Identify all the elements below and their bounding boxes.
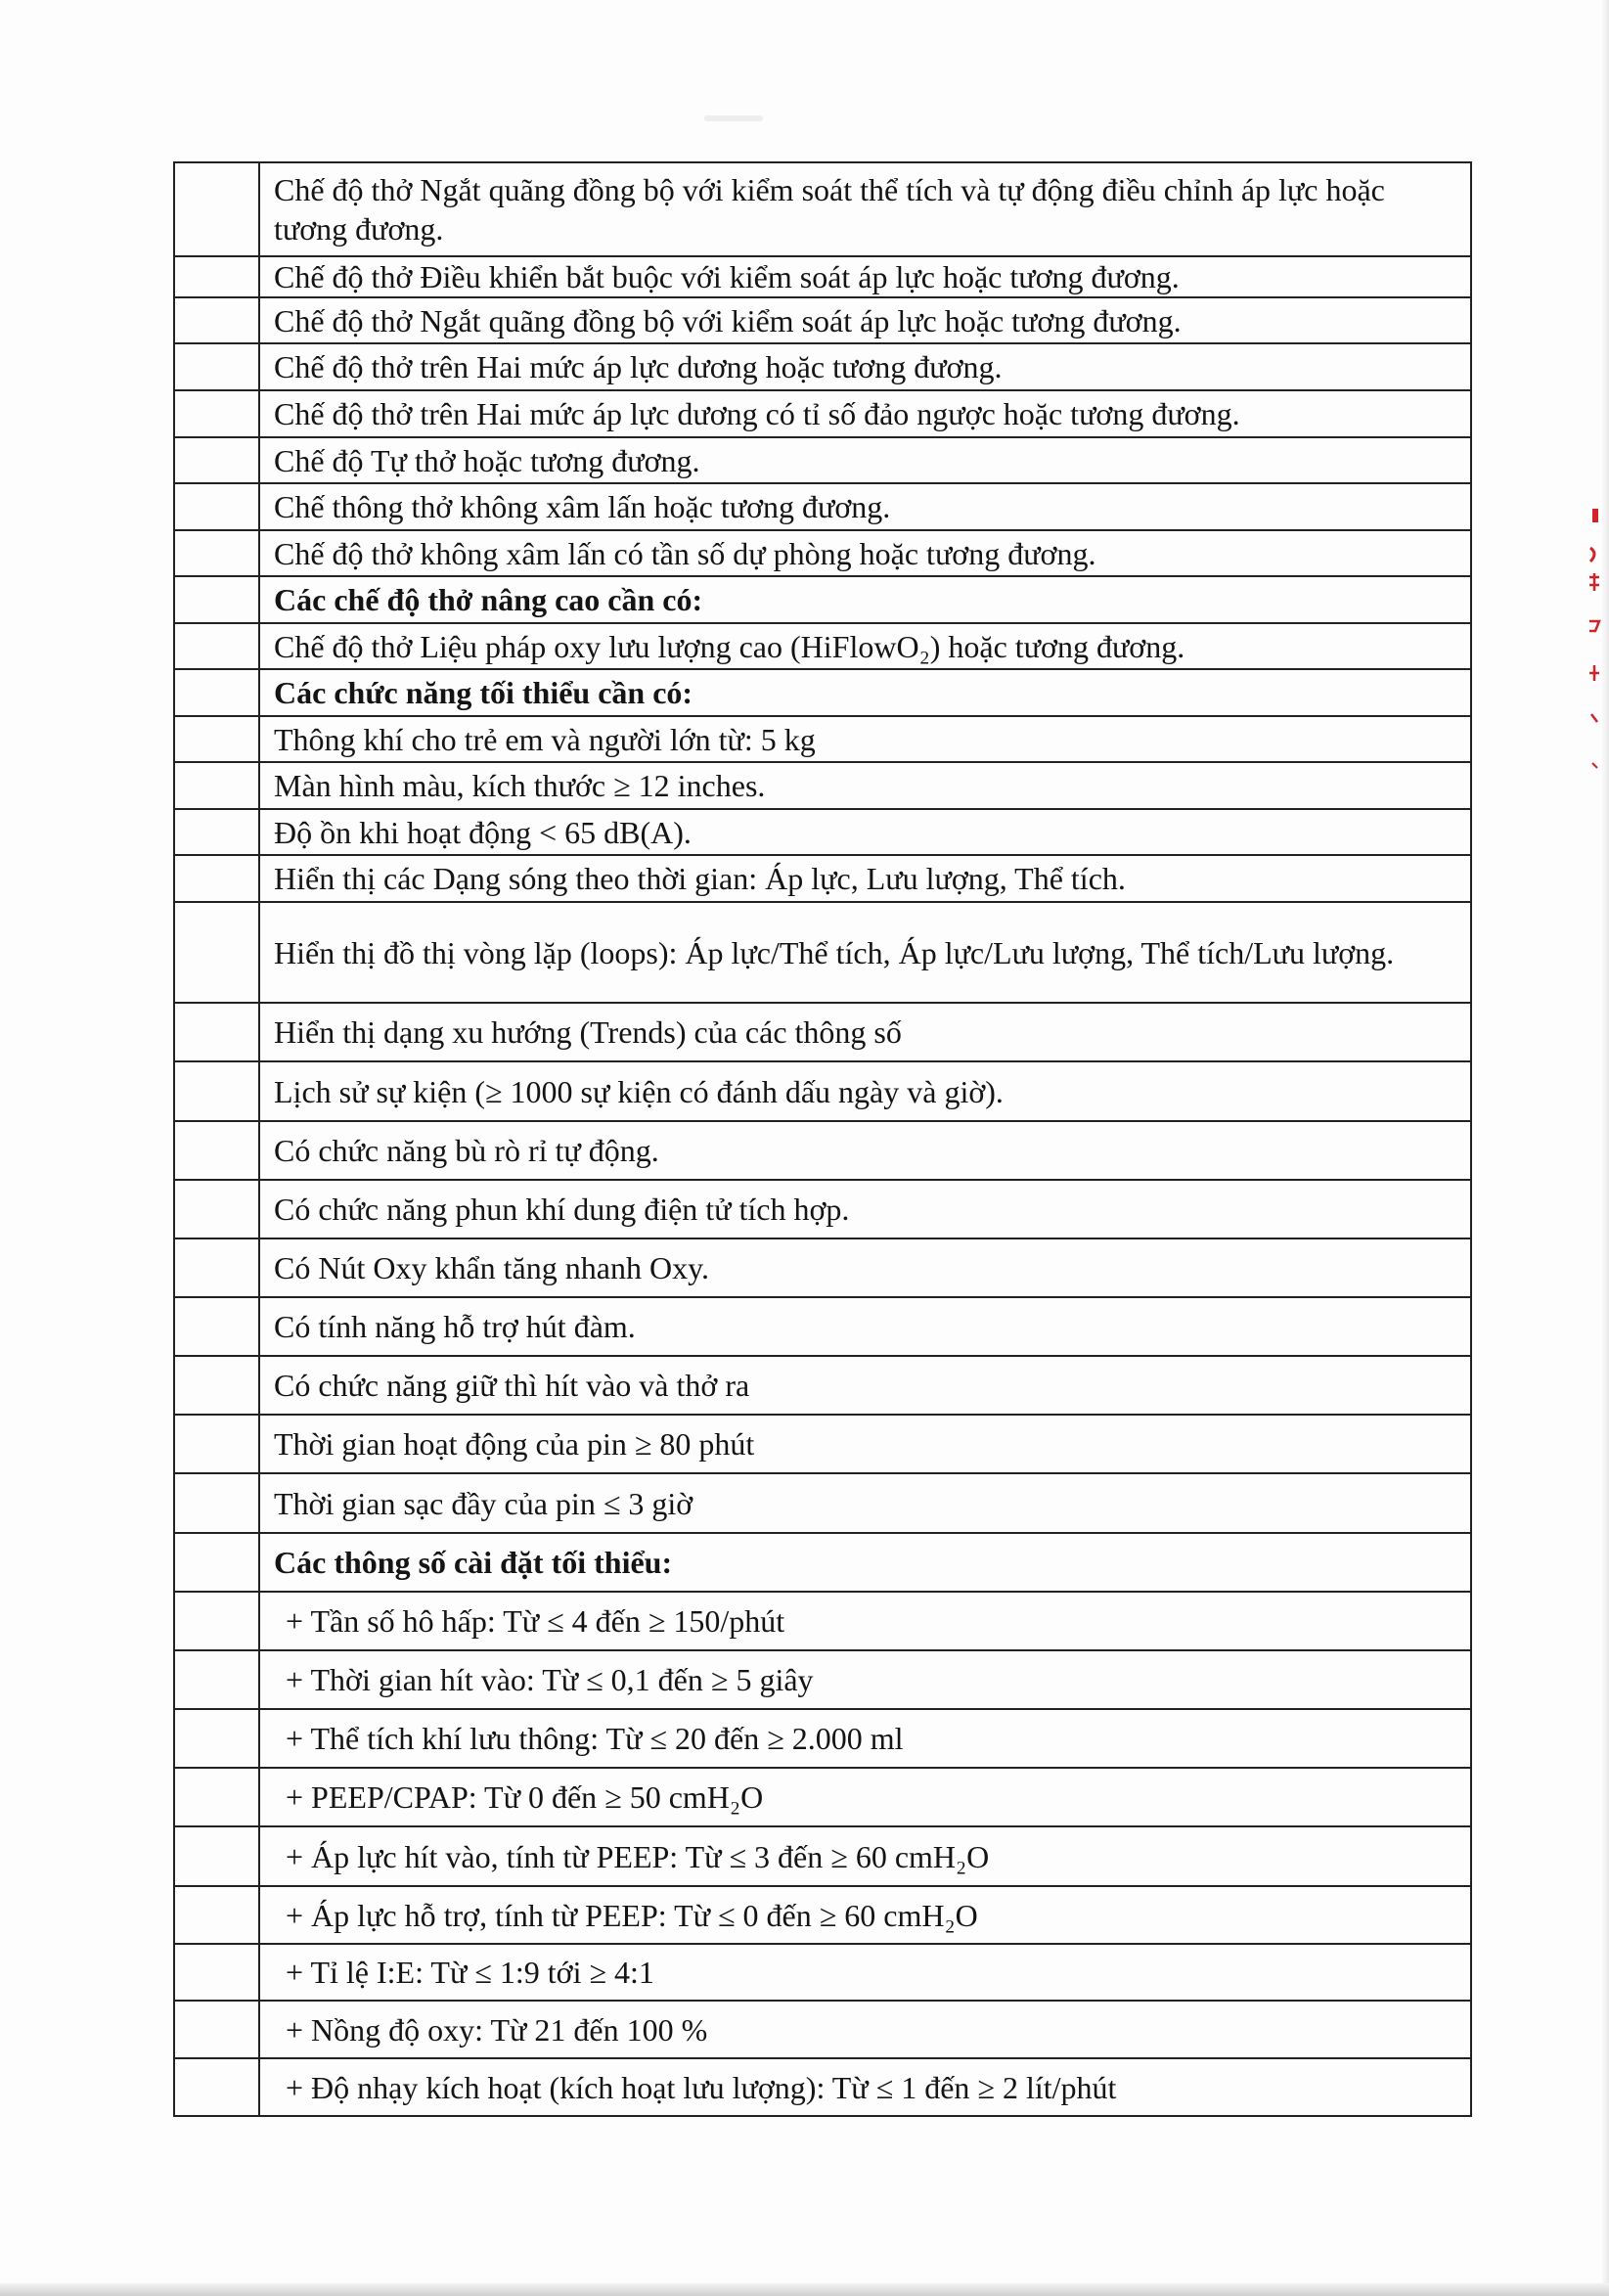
table-row <box>174 1533 1471 1592</box>
table-row <box>174 297 1471 343</box>
spec-cell: Lịch sử sự kiện (≥ 1000 sự kiện có đánh dấu ngày và giờ). <box>259 1061 1471 1121</box>
spec-cell: Chế độ Tự thở hoặc tương đương. <box>259 437 1471 483</box>
spec-cell: Có chức năng phun khí dung điện tử tích hợp. <box>259 1180 1471 1238</box>
spec-cell: Chế độ thở không xâm lấn có tần số dự phòng hoặc tương đương. <box>259 530 1471 576</box>
table-row <box>174 1473 1471 1533</box>
index-cell <box>174 1709 259 1768</box>
table-row <box>174 576 1471 623</box>
spec-cell: Hiển thị đồ thị vòng lặp (loops): Áp lực/Thể tích, Áp lực/Lưu lượng, Thể tích/Lưu lượng. <box>259 902 1471 1003</box>
scan-edge <box>1602 0 1609 2296</box>
section-heading-cell: Các chế độ thở nâng cao cần có: <box>259 576 1471 623</box>
index-cell <box>174 1826 259 1886</box>
spec-cell: Thông khí cho trẻ em và người lớn từ: 5 kg <box>259 716 1471 762</box>
spec-cell: + Thể tích khí lưu thông: Từ ≤ 20 đến ≥ 2.000 ml <box>259 1709 1471 1768</box>
table-row <box>174 902 1471 1003</box>
table-row <box>174 1592 1471 1650</box>
table-row <box>174 530 1471 576</box>
index-cell <box>174 2058 259 2116</box>
scan-edge <box>0 2283 1609 2296</box>
spec-cell: Có chức năng giữ thì hít vào và thở ra <box>259 1356 1471 1415</box>
spec-cell: + Áp lực hít vào, tính từ PEEP: Từ ≤ 3 đến ≥ 60 cmH₂O <box>259 1826 1471 1886</box>
table-row <box>174 809 1471 855</box>
index-cell <box>174 1003 259 1061</box>
specification-table <box>173 161 1472 2117</box>
spec-cell: Thời gian sạc đầy của pin ≤ 3 giờ <box>259 1473 1471 1533</box>
table-row <box>174 1121 1471 1180</box>
index-cell <box>174 1180 259 1238</box>
table-row <box>174 1826 1471 1886</box>
index-cell <box>174 1356 259 1415</box>
section-heading-cell: Các thông số cài đặt tối thiểu: <box>259 1533 1471 1592</box>
index-cell <box>174 162 259 256</box>
index-cell <box>174 1592 259 1650</box>
index-cell <box>174 1238 259 1297</box>
index-cell <box>174 437 259 483</box>
table-row <box>174 256 1471 297</box>
spec-cell: Có tính năng hỗ trợ hút đàm. <box>259 1297 1471 1356</box>
spec-cell: Hiển thị dạng xu hướng (Trends) của các thông số <box>259 1003 1471 1061</box>
spec-cell: + Tỉ lệ I:E: Từ ≤ 1:9 tới ≥ 4:1 <box>259 1944 1471 2001</box>
table-row <box>174 1650 1471 1709</box>
table-row <box>174 2001 1471 2058</box>
table-row <box>174 162 1471 256</box>
table-row <box>174 1415 1471 1473</box>
spec-cell: Độ ồn khi hoạt động < 65 dB(A). <box>259 809 1471 855</box>
spec-cell: Có Nút Oxy khẩn tăng nhanh Oxy. <box>259 1238 1471 1297</box>
index-cell <box>174 762 259 809</box>
spec-cell: Chế độ thở trên Hai mức áp lực dương có tỉ số đảo ngược hoặc tương đương. <box>259 390 1471 437</box>
index-cell <box>174 1768 259 1826</box>
table-row <box>174 669 1471 716</box>
spec-cell: Chế thông thở không xâm lấn hoặc tương đương. <box>259 483 1471 530</box>
table-row <box>174 623 1471 669</box>
index-cell <box>174 1533 259 1592</box>
table-row <box>174 716 1471 762</box>
index-cell <box>174 623 259 669</box>
spec-cell: + Nồng độ oxy: Từ 21 đến 100 % <box>259 2001 1471 2058</box>
spec-cell: Chế độ thở Liệu pháp oxy lưu lượng cao (HiFlowO₂) hoặc tương đương. <box>259 623 1471 669</box>
index-cell <box>174 1650 259 1709</box>
index-cell <box>174 343 259 390</box>
index-cell <box>174 530 259 576</box>
spec-cell: + Độ nhạy kích hoạt (kích hoạt lưu lượng): Từ ≤ 1 đến ≥ 2 lít/phút <box>259 2058 1471 2116</box>
index-cell <box>174 809 259 855</box>
table-row <box>174 1003 1471 1061</box>
spec-cell: + Thời gian hít vào: Từ ≤ 0,1 đến ≥ 5 giây <box>259 1650 1471 1709</box>
index-cell <box>174 1297 259 1356</box>
spec-cell: Có chức năng bù rò rỉ tự động. <box>259 1121 1471 1180</box>
table-row <box>174 1768 1471 1826</box>
scan-mark <box>704 115 763 121</box>
table-row <box>174 343 1471 390</box>
index-cell <box>174 483 259 530</box>
spec-cell: + Áp lực hỗ trợ, tính từ PEEP: Từ ≤ 0 đến ≥ 60 cmH₂O <box>259 1886 1471 1944</box>
index-cell <box>174 1944 259 2001</box>
spec-cell: Chế độ thở Ngắt quãng đồng bộ với kiểm soát thể tích và tự động điều chỉnh áp lực hoặc tương đương. <box>259 162 1471 256</box>
table-row <box>174 1238 1471 1297</box>
index-cell <box>174 256 259 297</box>
index-cell <box>174 1886 259 1944</box>
table-row <box>174 855 1471 902</box>
index-cell <box>174 1473 259 1533</box>
spec-cell: Màn hình màu, kích thước ≥ 12 inches. <box>259 762 1471 809</box>
spec-cell: Thời gian hoạt động của pin ≥ 80 phút <box>259 1415 1471 1473</box>
table-row <box>174 1061 1471 1121</box>
index-cell <box>174 2001 259 2058</box>
table-row <box>174 1944 1471 2001</box>
index-cell <box>174 1061 259 1121</box>
index-cell <box>174 716 259 762</box>
table-row <box>174 2058 1471 2116</box>
table-row <box>174 1709 1471 1768</box>
spec-cell: + PEEP/CPAP: Từ 0 đến ≥ 50 cmH₂O <box>259 1768 1471 1826</box>
table-row <box>174 1886 1471 1944</box>
spec-cell: Hiển thị các Dạng sóng theo thời gian: Áp lực, Lưu lượng, Thể tích. <box>259 855 1471 902</box>
table-row <box>174 1297 1471 1356</box>
spec-cell: + Tần số hô hấp: Từ ≤ 4 đến ≥ 150/phút <box>259 1592 1471 1650</box>
index-cell <box>174 669 259 716</box>
index-cell <box>174 1121 259 1180</box>
index-cell <box>174 576 259 623</box>
table-row <box>174 1180 1471 1238</box>
spec-cell: Chế độ thở trên Hai mức áp lực dương hoặc tương đương. <box>259 343 1471 390</box>
index-cell <box>174 297 259 343</box>
spec-cell: Chế độ thở Ngắt quãng đồng bộ với kiểm soát áp lực hoặc tương đương. <box>259 297 1471 343</box>
section-heading-cell: Các chức năng tối thiểu cần có: <box>259 669 1471 716</box>
index-cell <box>174 1415 259 1473</box>
table-row <box>174 483 1471 530</box>
table-row <box>174 1356 1471 1415</box>
index-cell <box>174 390 259 437</box>
table-row <box>174 437 1471 483</box>
table-row <box>174 762 1471 809</box>
index-cell <box>174 902 259 1003</box>
index-cell <box>174 855 259 902</box>
table-row <box>174 390 1471 437</box>
spec-cell: Chế độ thở Điều khiển bắt buộc với kiểm soát áp lực hoặc tương đương. <box>259 256 1471 297</box>
